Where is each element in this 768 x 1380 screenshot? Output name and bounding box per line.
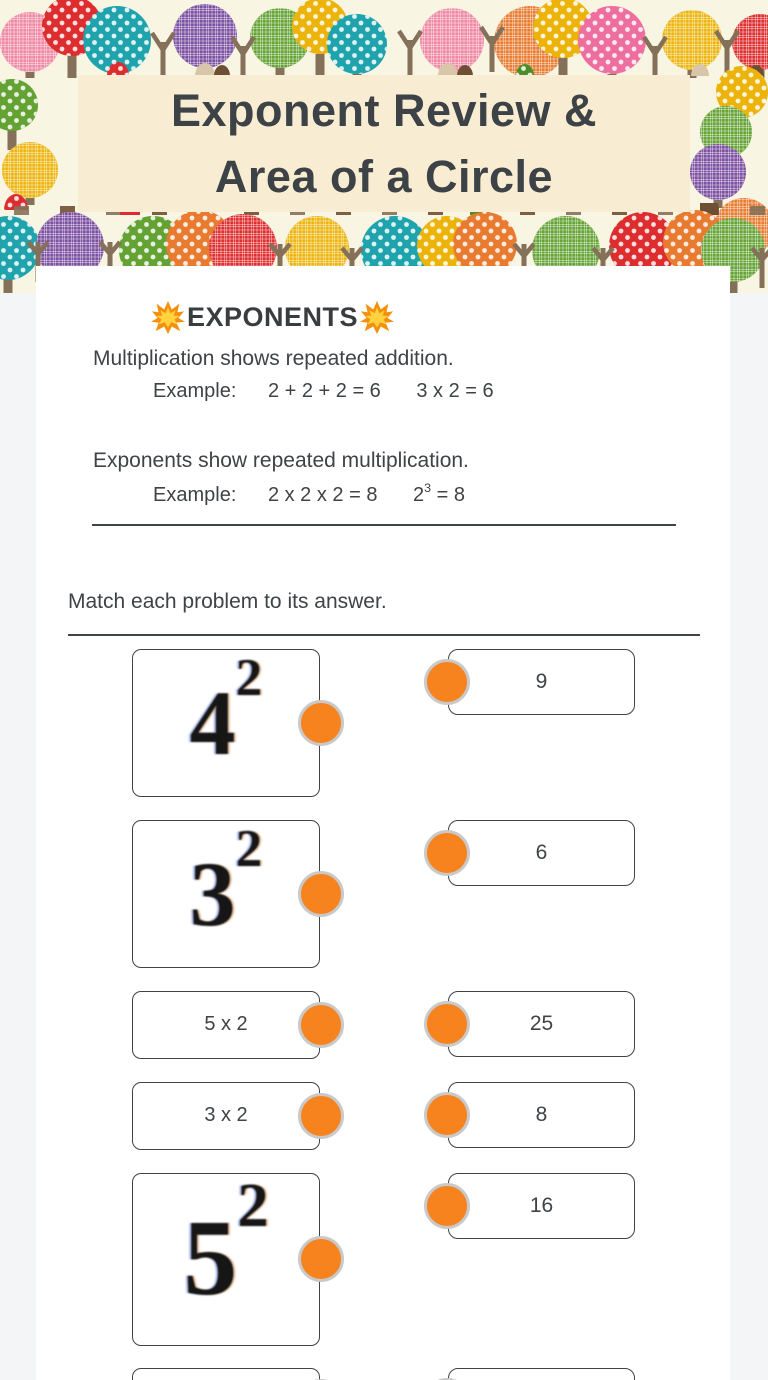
problem-card-5x2[interactable]: [132, 991, 320, 1059]
exponent-image-4-squared: $4^2$: [189, 647, 263, 774]
multiplication-definition: Multiplication shows repeated addition.: [93, 347, 454, 370]
repeated-multiplication-equation: 2 x 2 x 2 = 8: [267, 483, 378, 506]
matching-rows: [68, 649, 700, 1380]
answer-card-partial[interactable]: [448, 1368, 635, 1380]
match-handle[interactable]: [298, 871, 344, 917]
match-handle[interactable]: [424, 1183, 470, 1229]
exponent-definition: Exponents show repeated multiplication.: [93, 449, 469, 472]
addition-equation: 2 + 2 + 2 = 6: [267, 380, 381, 402]
answer-label: 6: [535, 840, 548, 864]
example-label: Example:: [153, 380, 237, 402]
worksheet-header-banner: [0, 0, 768, 293]
exponents-heading-text: EXPONENTS: [187, 301, 359, 332]
answer-card-9[interactable]: [448, 649, 635, 715]
page-title-line1: Exponent Review &: [170, 84, 598, 136]
worksheet-title-box: [78, 75, 690, 212]
answer-card-16[interactable]: [448, 1173, 635, 1239]
match-row: [68, 1169, 700, 1346]
match-handle[interactable]: [424, 659, 470, 705]
exponent-image-5-squared: $5^2$: [183, 1169, 269, 1319]
page-title-line2: Area of a Circle: [214, 150, 554, 202]
match-row: [68, 649, 700, 797]
matching-instruction: Match each problem to its answer.: [68, 589, 387, 613]
explosion-icon: [151, 300, 185, 334]
exponents-heading: [151, 300, 676, 334]
answer-label: 8: [535, 1102, 548, 1126]
intro-divider: [92, 524, 676, 526]
answer-card-8[interactable]: [448, 1082, 635, 1148]
exponent-image-3-squared: $3^2$: [189, 818, 263, 945]
answer-label: 9: [535, 669, 548, 693]
example-label: Example:: [153, 483, 237, 506]
match-handle[interactable]: [298, 1236, 344, 1282]
match-handle[interactable]: [424, 1092, 470, 1138]
match-handle[interactable]: [298, 700, 344, 746]
answer-card-6[interactable]: [448, 820, 635, 886]
worksheet-content-card: [36, 266, 730, 1380]
explosion-icon: [360, 300, 394, 334]
match-row: [68, 1082, 700, 1150]
problem-card-4-squared[interactable]: [132, 649, 320, 797]
matching-divider: [68, 634, 700, 636]
match-handle[interactable]: [298, 1093, 344, 1139]
multiplication-example: [153, 380, 676, 403]
match-handle[interactable]: [424, 830, 470, 876]
match-row: [68, 991, 700, 1059]
problem-card-5-squared[interactable]: [132, 1169, 320, 1346]
match-row-partial: [68, 1368, 700, 1380]
problem-card-3x2[interactable]: [132, 1082, 320, 1150]
multiplication-equation: 3 x 2 = 6: [416, 380, 494, 402]
exponent-example: [153, 482, 676, 507]
match-handle[interactable]: [298, 1002, 344, 1048]
answer-label: 16: [529, 1193, 554, 1217]
answer-label: 25: [529, 1011, 554, 1035]
match-row: [68, 820, 700, 968]
problem-card-3-squared[interactable]: [132, 820, 320, 968]
power-equation: $2^3 = 8$: [413, 480, 465, 506]
match-handle[interactable]: [424, 1001, 470, 1047]
problem-label: 5 x 2: [204, 1013, 248, 1036]
answer-card-25[interactable]: [448, 991, 635, 1057]
problem-label: 3 x 2: [204, 1104, 248, 1127]
problem-card-partial[interactable]: [132, 1368, 320, 1380]
exponents-intro-section: [36, 266, 730, 526]
matching-exercise-section: [36, 590, 730, 1380]
